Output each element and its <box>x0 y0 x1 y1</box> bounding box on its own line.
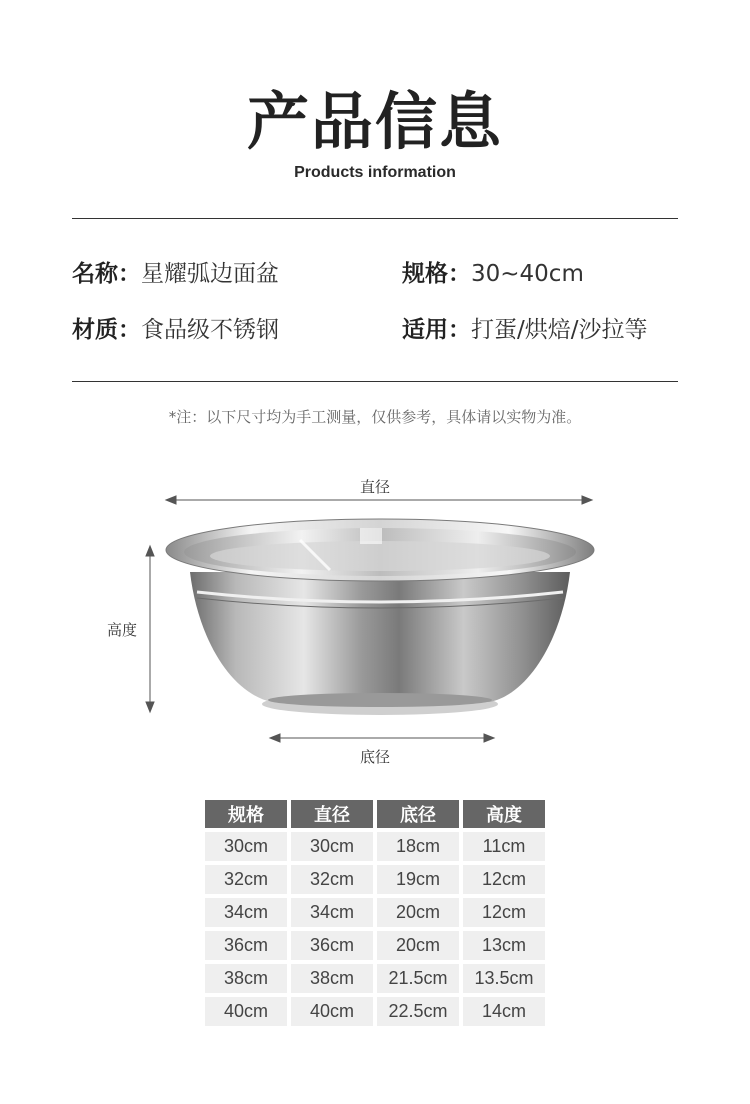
spec-size-label: 规格： <box>402 261 471 287</box>
size-table-header <box>205 800 545 828</box>
table-cell: 21.5cm <box>377 964 459 993</box>
table-cell: 12cm <box>463 865 545 894</box>
diameter-label: 直径 <box>360 478 391 496</box>
table-cell: 30cm <box>291 832 373 861</box>
spec-name-value: 星耀弧边面盆 <box>141 261 279 287</box>
base-label: 底径 <box>360 748 391 766</box>
table-row <box>205 865 545 894</box>
spec-material-value: 食品级不锈钢 <box>141 317 279 343</box>
table-cell: 32cm <box>205 865 287 894</box>
table-cell: 20cm <box>377 931 459 960</box>
table-cell: 13.5cm <box>463 964 545 993</box>
diameter-arrow <box>166 496 592 504</box>
spec-usage-value: 打蛋/烘焙/沙拉等 <box>471 317 648 343</box>
table-cell: 38cm <box>291 964 373 993</box>
spec-name-label: 名称： <box>72 261 141 287</box>
table-cell: 40cm <box>205 997 287 1026</box>
table-cell: 18cm <box>377 832 459 861</box>
table-cell: 34cm <box>205 898 287 927</box>
table-cell: 34cm <box>291 898 373 927</box>
table-row <box>205 832 545 861</box>
table-cell: 11cm <box>463 832 545 861</box>
header-spec: 规格 <box>205 800 287 828</box>
page-subtitle: Products information <box>294 164 456 181</box>
table-cell: 40cm <box>291 997 373 1026</box>
header-base: 底径 <box>377 800 459 828</box>
height-arrow <box>146 546 154 712</box>
table-row <box>205 997 545 1026</box>
spec-usage-label: 适用： <box>402 317 471 343</box>
header-diameter: 直径 <box>291 800 373 828</box>
spec-material-label: 材质： <box>72 317 141 343</box>
bowl-image <box>166 519 594 715</box>
measurement-note: *注：以下尺寸均为手工测量，仅供参考，具体请以实物为准。 <box>168 408 582 426</box>
header-height: 高度 <box>463 800 545 828</box>
page-title: 产品信息 <box>246 85 503 158</box>
table-row <box>205 931 545 960</box>
table-cell: 22.5cm <box>377 997 459 1026</box>
table-row <box>205 898 545 927</box>
table-cell: 36cm <box>291 931 373 960</box>
table-cell: 36cm <box>205 931 287 960</box>
table-cell: 20cm <box>377 898 459 927</box>
table-cell: 38cm <box>205 964 287 993</box>
table-cell: 14cm <box>463 997 545 1026</box>
base-arrow <box>270 734 494 742</box>
table-row <box>205 964 545 993</box>
table-cell: 30cm <box>205 832 287 861</box>
table-cell: 19cm <box>377 865 459 894</box>
height-label: 高度 <box>107 621 138 639</box>
table-cell: 13cm <box>463 931 545 960</box>
spec-size-value: 30~40cm <box>471 261 584 287</box>
table-cell: 32cm <box>291 865 373 894</box>
table-cell: 12cm <box>463 898 545 927</box>
size-table <box>201 796 549 1030</box>
